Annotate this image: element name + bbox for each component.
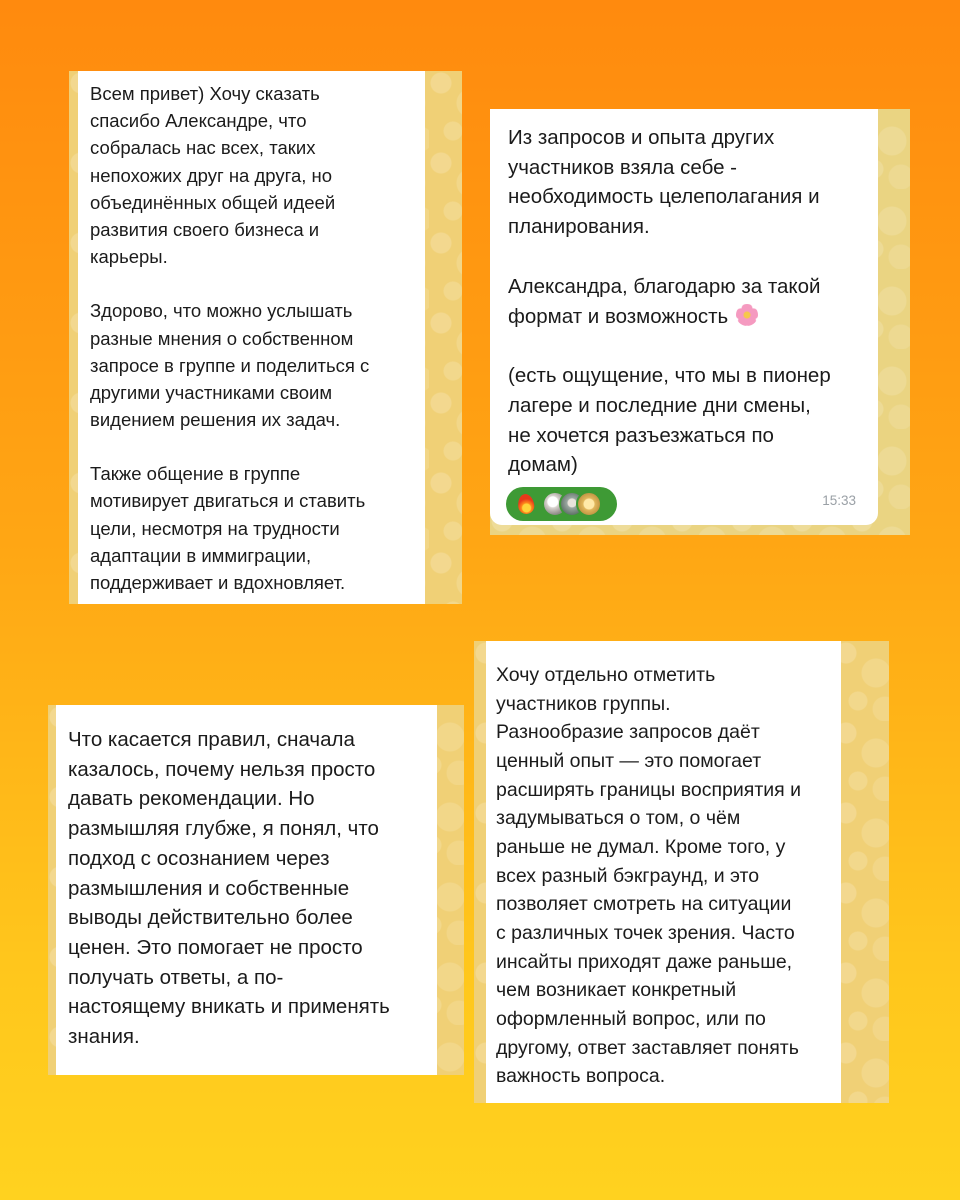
message-bubble xyxy=(486,641,841,1103)
message-paragraph: Из запросов и опыта других участников взяла себе - необходимость целеполагания и планирования. xyxy=(508,126,820,239)
review-card-3 xyxy=(48,705,464,1075)
review-card-1 xyxy=(69,71,462,604)
message-paragraph: Что касается правил, сначала казалось, почему нельзя просто давать рекомендации. Но размышляя глубже, я понял, что подход с осознанием через размышления и собственные выводы действительно более ценен. Это помогает не просто получать ответы, а по- настоящему вникать и применять знания. xyxy=(68,728,390,1049)
message-paragraph: Хочу отдельно отметить участников группы. Разнообразие запросов даёт ценный опыт — это помогает расширять границы восприятия и задумываться о том, о чём раньше не думал. Кроме того, у всех разный бэкграунд, и это позволяет смотреть на ситуации с различных точек зрения. Часто инсайты приходят даже раньше, чем возникает конкретный оформленный вопрос, или по другому, ответ заставляет понять важность вопроса. xyxy=(496,664,802,1088)
message-text: Александра, благодарю за такой формат и возможность xyxy=(508,274,821,328)
message-bubble xyxy=(490,109,878,525)
message-paragraph: (есть ощущение, что мы в пионер лагере и последние дни смены, не хочется разъезжаться по домам) xyxy=(508,364,831,477)
message-time: 15:33 xyxy=(822,493,856,509)
avatar xyxy=(576,491,602,517)
message-paragraph xyxy=(508,272,862,331)
message-bubble xyxy=(56,705,437,1075)
message-paragraph: Здорово, что можно услышать разные мнения о собственном запросе в группе и поделиться с другими участниками своим видением решения их задач. xyxy=(90,300,370,431)
message-bubble xyxy=(78,71,425,604)
message-paragraph: Всем привет) Хочу сказать спасибо Александре, что собралась нас всех, таких непохожих друг на друга, но объединённых общей идеей развития своего бизнеса и карьеры. xyxy=(90,83,336,268)
fire-icon xyxy=(516,492,536,516)
review-card-4 xyxy=(474,641,889,1103)
reaction-pill[interactable] xyxy=(506,487,617,521)
cherry-blossom-icon xyxy=(736,304,758,326)
review-card-2 xyxy=(490,109,910,535)
message-paragraph: Также общение в группе мотивирует двигаться и ставить цели, несмотря на трудности адаптации в иммиграции, поддерживает и вдохновляет. xyxy=(90,463,366,593)
